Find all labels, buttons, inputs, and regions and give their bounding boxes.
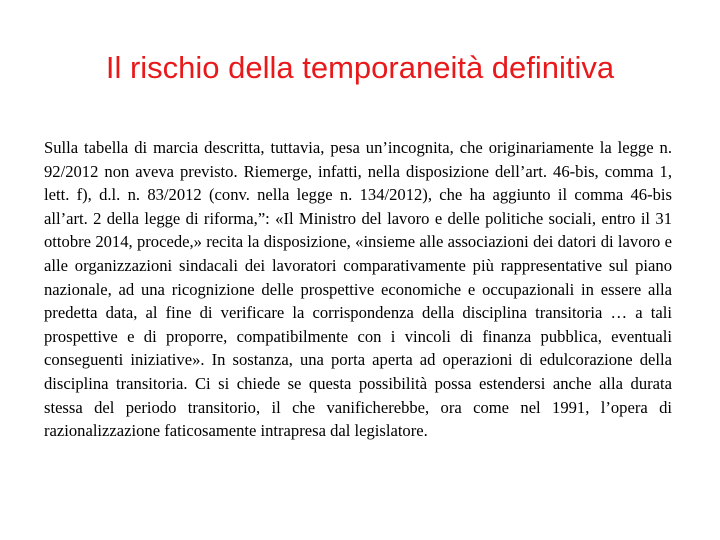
slide-title: Il rischio della temporaneità definitiva — [105, 50, 615, 85]
slide-body-text: Sulla tabella di marcia descritta, tuttavia, pesa un’incognita, che originariamente la legge n. 92/2012 non aveva previsto. Riemerge, infatti, nella disposizione dell’art. 46-bis, comma 1, lett. f), d.l. n. 83/2012 (conv. nella legge n. 134/2012), che ha aggiunto il comma 46-bis all’art. 2 della legge di riforma,”: «Il Ministro del lavoro e delle politiche sociali, entro il 31 ottobre 2014, procede,» recita la disposizione, «insieme alle associazioni dei datori di lavoro e alle organizzazioni sindacali dei lavoratori comparativamente più rappresentative sul piano nazionale, ad una ricognizione delle prospettive economiche e occupazionali in essere alla predetta data, al fine di verificare la corrispondenza della disciplina transitoria … a tali prospettive e di proporre, compatibilmente con i vincoli di finanza pubblica, eventuali conseguenti iniziative». In sostanza, una porta aperta ad operazioni di edulcorazione della disciplina transitoria. Ci si chiede se questa possibilità possa estendersi anche alla durata stessa del periodo transitorio, il che vanificherebbe, ora come nel 1991, l’opera di razionalizzazione faticosamente intrapresa dal legislatore. — [44, 138, 672, 441]
